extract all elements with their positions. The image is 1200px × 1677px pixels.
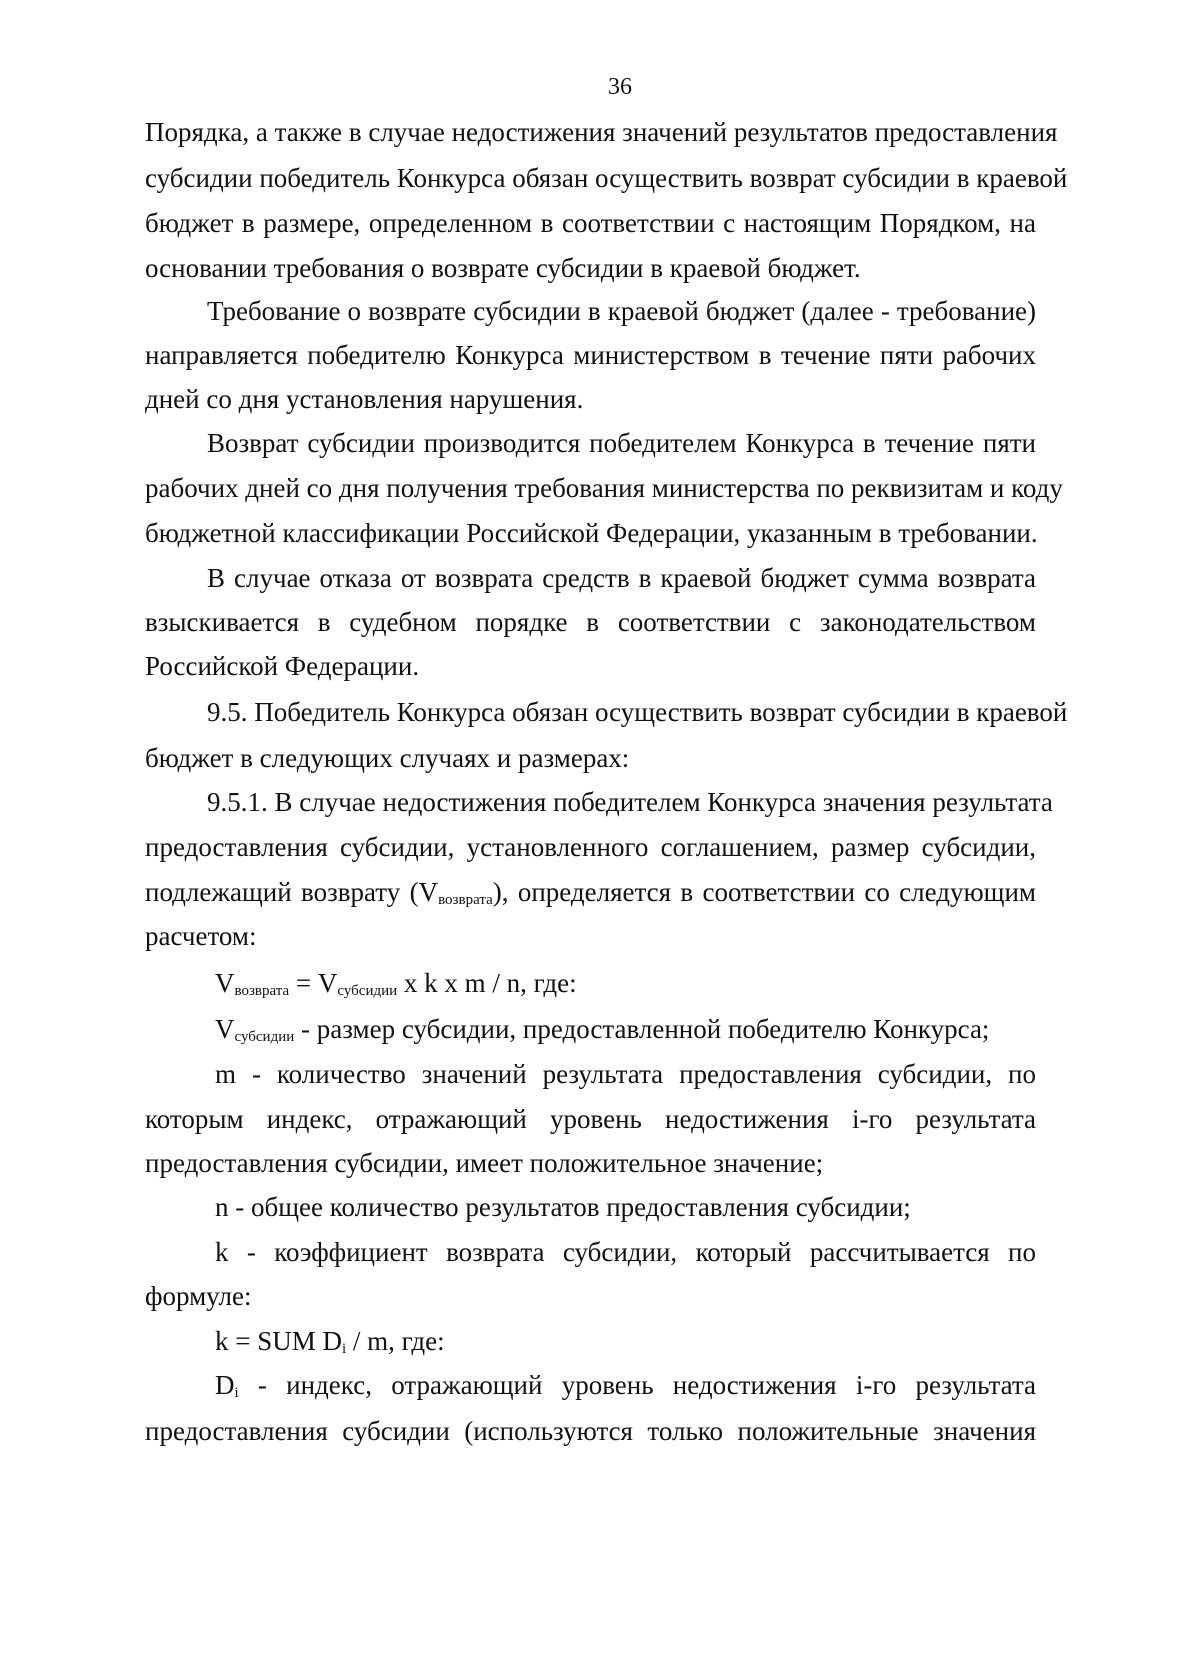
paragraph-line: бюджетной классификации Российской Федерации, указанным в требовании. — [145, 518, 1038, 548]
definition-d-index: Di - индекс, отражающий уровень недостижения i-го результата — [215, 1370, 1036, 1401]
definition-k: k - коэффициент возврата субсидии, который рассчитывается по — [215, 1237, 1036, 1267]
paragraph-line: В случае отказа от возврата средств в краевой бюджет сумма возврата — [207, 563, 1036, 593]
paragraph-line: взыскивается в судебном порядке в соответствии с законодательством — [145, 607, 1036, 637]
formula-coefficient-k: k = SUM Di / m, где: — [215, 1326, 445, 1357]
paragraph-line: Российской Федерации. — [145, 651, 420, 681]
paragraph-line: которым индекс, отражающий уровень недостижения i-го результата — [145, 1104, 1036, 1134]
definition-v-subsidy: $V_{субсидии}$ - размер субсидии, предоставленной победителю Конкурса; — [215, 1014, 990, 1045]
paragraph-line: основании требования о возврате субсидии в краевой бюджет. — [145, 253, 861, 283]
paragraph-line: расчетом: — [145, 921, 257, 951]
paragraph-line: бюджет в размере, определенном в соответствии с настоящим Порядком, на — [145, 208, 1036, 238]
paragraph-line: предоставления субсидии, установленного соглашением, размер субсидии, — [145, 832, 1036, 862]
formula-return-amount: $V_{возврата} = V_{субсидии}$ x k x m / n, где: — [215, 968, 577, 999]
paragraph-line: рабочих дней со дня получения требования министерства по реквизитам и коду — [145, 473, 1063, 503]
paragraph-line: направляется победителю Конкурса министерством в течение пяти рабочих — [145, 340, 1036, 370]
paragraph-line: предоставления субсидии (используются только положительные значения — [145, 1416, 1036, 1446]
definition-m: m - количество значений результата предоставления субсидии, по — [215, 1059, 1036, 1089]
paragraph-line: бюджет в следующих случаях и размерах: — [145, 743, 630, 773]
paragraph-line: 9.5.1. В случае недостижения победителем Конкурса значения результата — [207, 787, 1053, 817]
paragraph-line: Порядка, а также в случае недостижения значений результатов предоставления — [145, 117, 1058, 147]
paragraph-line: Возврат субсидии производится победителем Конкурса в течение пяти — [207, 428, 1036, 458]
page-number: 36 — [608, 74, 632, 100]
paragraph-line: предоставления субсидии, имеет положительное значение; — [145, 1148, 824, 1178]
definition-n: n - общее количество результатов предоставления субсидии; — [215, 1192, 911, 1222]
paragraph-line: Требование о возврате субсидии в краевой бюджет (далее - требование) — [207, 296, 1036, 326]
paragraph-line: формуле: — [145, 1281, 252, 1311]
paragraph-line: подлежащий возврату $(V_{возврата})$, определяется в соответствии со следующим — [145, 877, 1037, 908]
paragraph-line: 9.5. Победитель Конкурса обязан осуществить возврат субсидии в краевой — [207, 697, 1068, 727]
paragraph-line: дней со дня установления нарушения. — [145, 384, 584, 414]
paragraph-line: субсидии победитель Конкурса обязан осуществить возврат субсидии в краевой — [145, 163, 1068, 193]
